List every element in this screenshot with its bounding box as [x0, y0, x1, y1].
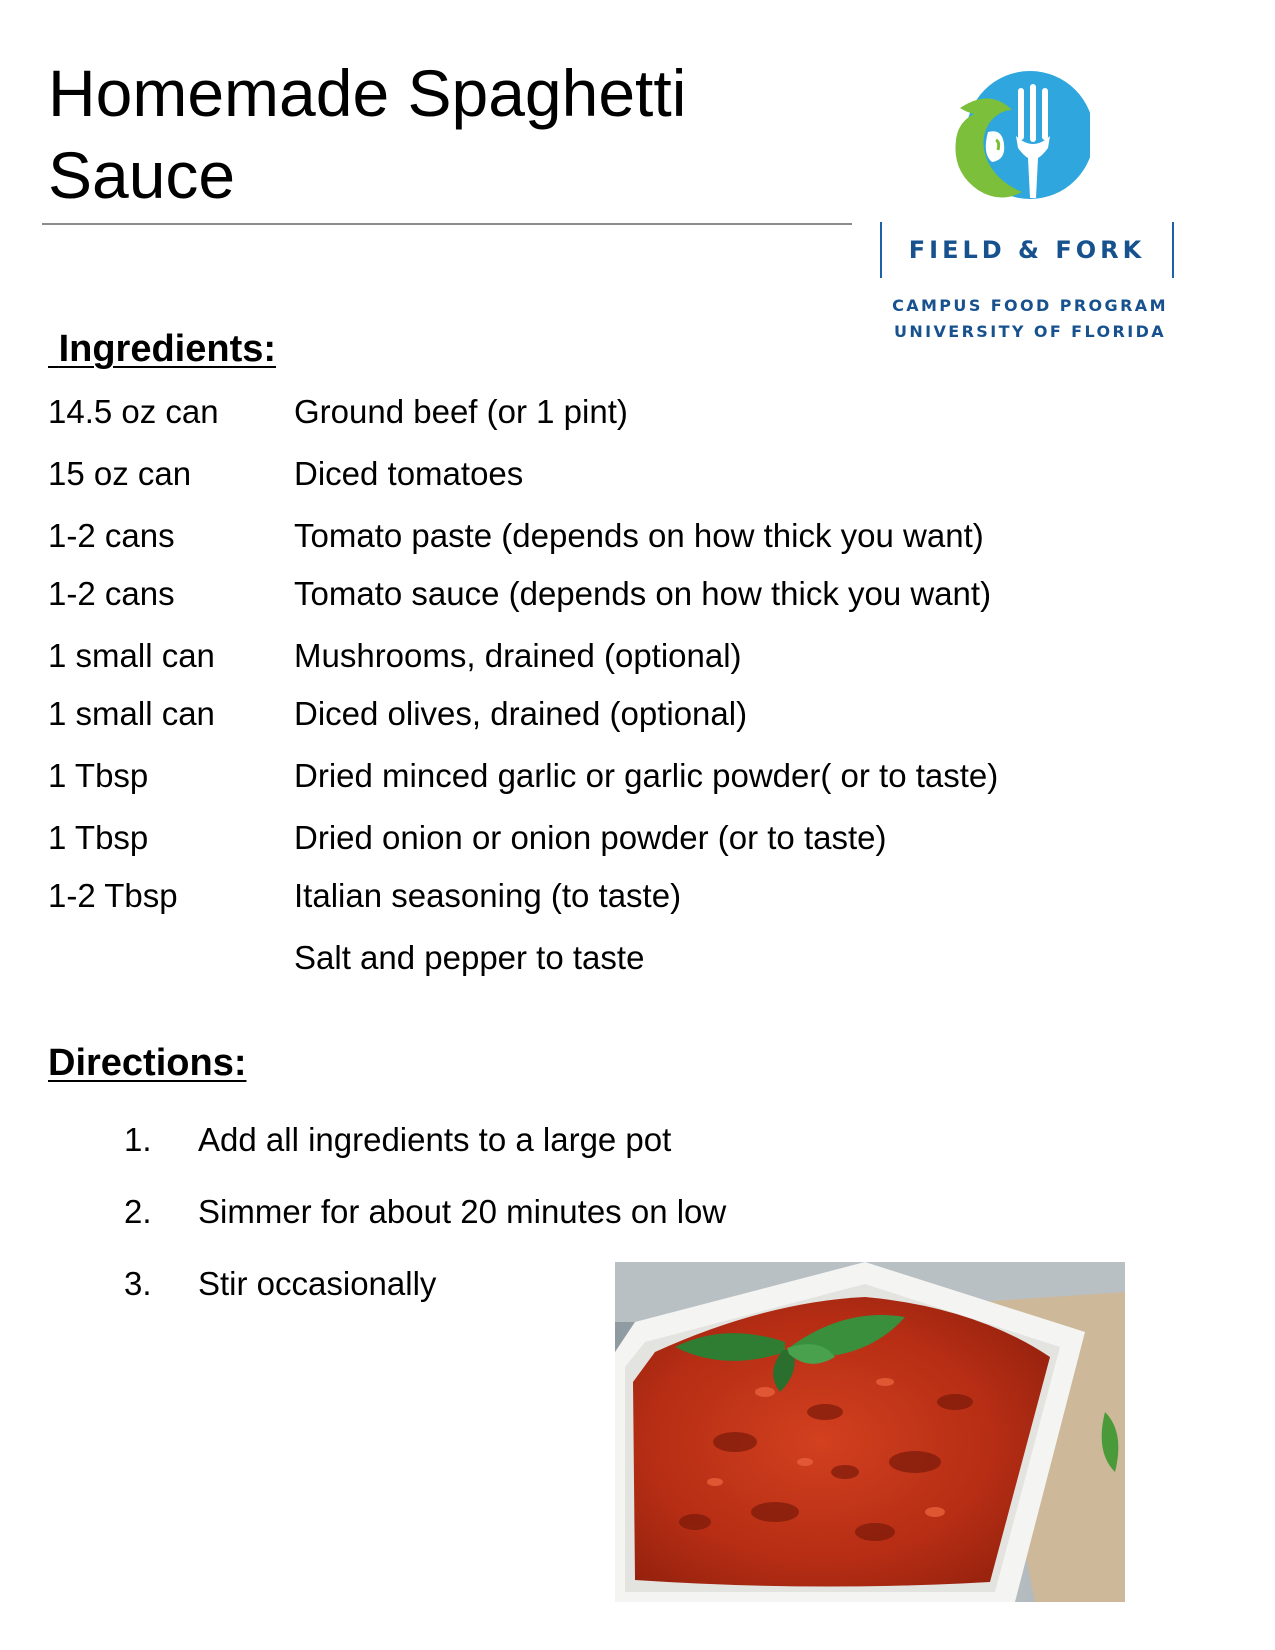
direction-step-text: Add all ingredients to a large pot [198, 1121, 672, 1158]
field-and-fork-logo [870, 70, 1190, 350]
recipe-title [48, 52, 808, 216]
logo-subtitle-program: CAMPUS FOOD PROGRAM [892, 296, 1168, 315]
direction-step-number: 2. [124, 1193, 152, 1230]
ingredient-name: Salt and pepper to taste [294, 939, 645, 976]
direction-step-number: 1. [124, 1121, 152, 1158]
ingredient-name: Diced tomatoes [294, 455, 524, 492]
ingredient-name: Italian seasoning (to taste) [294, 877, 682, 914]
ingredient-row [48, 816, 1198, 860]
ingredient-quantity: 1 Tbsp [48, 819, 149, 856]
logo-wordmark: FIELD & FORK [880, 222, 1174, 278]
ingredient-name: Mushrooms, drained (optional) [294, 637, 742, 674]
ingredient-quantity: 1-2 cans [48, 517, 175, 554]
directions-heading: Directions: [48, 1042, 247, 1084]
recipe-title-line-2: Sauce [48, 138, 236, 212]
fork-leaf-icon [930, 70, 1090, 210]
logo-subtitle-university: UNIVERSITY OF FLORIDA [893, 322, 1167, 341]
ingredient-quantity: 1 Tbsp [48, 757, 149, 794]
spaghetti-sauce-photo [615, 1262, 1125, 1602]
ingredients-heading: Ingredients: [58, 328, 277, 370]
ingredient-name: Dried minced garlic or garlic powder( or to taste) [294, 757, 999, 794]
ingredient-name: Diced olives, drained (optional) [294, 695, 748, 732]
ingredient-name: Dried onion or onion powder (or to taste) [294, 819, 887, 856]
ingredient-row [48, 390, 1198, 434]
ingredient-row [48, 874, 1198, 918]
ingredient-name: Ground beef (or 1 pint) [294, 393, 628, 430]
direction-step-number: 3. [124, 1265, 152, 1302]
direction-step [48, 1190, 848, 1234]
ingredient-quantity: 15 oz can [48, 455, 192, 492]
direction-step-text: Simmer for about 20 minutes on low [198, 1193, 727, 1230]
sauce-bowl-image [615, 1262, 1125, 1602]
ingredient-row [48, 754, 1198, 798]
ingredient-row [48, 572, 1198, 616]
ingredient-row [48, 692, 1198, 736]
ingredient-name: Tomato sauce (depends on how thick you want) [294, 575, 992, 612]
direction-step [48, 1118, 848, 1162]
ingredient-row [48, 452, 1198, 496]
ingredient-row [48, 936, 1198, 980]
ingredient-row [48, 634, 1198, 678]
recipe-title-line-1: Homemade Spaghetti [48, 56, 687, 130]
direction-step-text: Stir occasionally [198, 1265, 437, 1302]
ingredient-quantity: 1 small can [48, 637, 215, 674]
ingredient-row [48, 514, 1198, 558]
title-divider [42, 223, 852, 225]
ingredient-quantity: 14.5 oz can [48, 393, 219, 430]
ingredient-name: Tomato paste (depends on how thick you want) [294, 517, 984, 554]
ingredient-quantity: 1 small can [48, 695, 215, 732]
ingredient-quantity: 1-2 Tbsp [48, 877, 178, 914]
ingredient-quantity: 1-2 cans [48, 575, 175, 612]
